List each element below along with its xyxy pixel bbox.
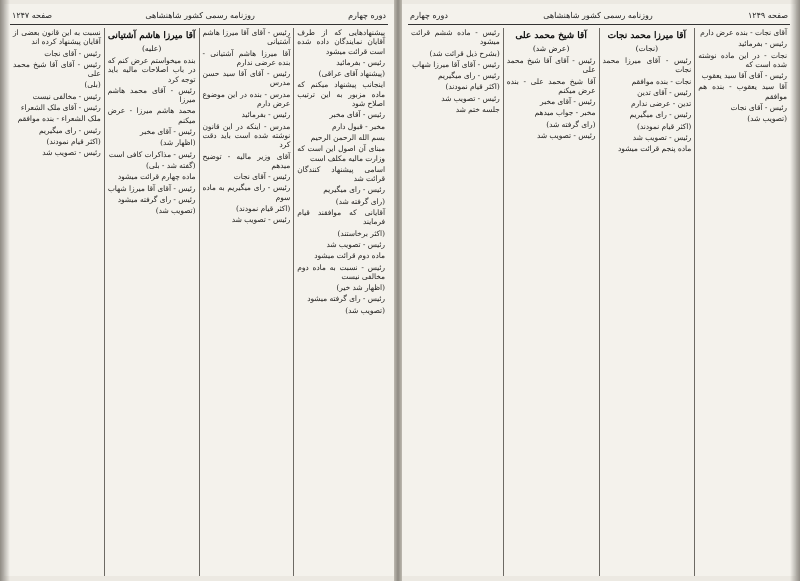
paragraph: رئیس - تصویب شد — [231, 215, 291, 225]
paragraph: (پیشنهاد آقای عراقی) — [318, 69, 385, 79]
paragraph: رئیس - ماده ششم قرائت میشود — [411, 28, 500, 47]
paragraph: رئیس - تصویب شد — [441, 93, 500, 103]
right-col-1 — [694, 28, 790, 576]
right-edge-shadow — [790, 0, 800, 581]
paragraph: ماده چهارم قرائت میشود — [117, 172, 196, 182]
paragraph: (اظهار شد) — [160, 138, 196, 148]
left-publication: روزنامه رسمی کشور شاهنشاهی — [145, 10, 255, 20]
paragraph: رئیس - بفرمائید — [336, 57, 385, 67]
paragraph: رئیس - آقای میرزا محمد نجات — [602, 56, 692, 75]
left-period: دوره چهارم — [348, 10, 386, 20]
paragraph: رئیس - رای میگیریم — [629, 110, 692, 120]
paragraph: (رای گرفته شد) — [335, 196, 385, 206]
left-page-header — [10, 8, 388, 25]
column-subheading: (علیه) — [141, 44, 162, 53]
paragraph: رئیس - نسبت به ماده دوم مخالفی نیست — [297, 262, 385, 281]
paragraph: رئیس - مخالفی نیست — [32, 91, 101, 101]
paragraph: آقای نجات - بنده عرض دارم — [700, 28, 787, 37]
paragraph: (تصویب شد) — [747, 114, 787, 124]
paragraph: رئیس - آقای مخبر — [329, 110, 385, 120]
left-page — [4, 4, 394, 576]
paragraph: رئیس - رای گرفته میشود — [307, 294, 385, 304]
paragraph: رئیس - آقای نجات — [730, 103, 787, 113]
paragraph: اینجانب پیشنهاد میکنم که ماده مزبور به این ترتیب اصلاح شود — [297, 80, 385, 109]
paragraph: رئیس - تصویب شد — [42, 148, 101, 158]
paragraph: رئیس - بفرمائید — [738, 39, 787, 49]
paragraph: رئیس - آقای آقا شیخ محمد علی — [506, 56, 596, 75]
paragraph: (بشرح ذیل قرائت شد) — [429, 48, 500, 58]
paragraph: نجات - در این ماده نوشته شده است که — [698, 50, 787, 69]
paragraph: اسامی پیشنهاد کنندگان قرائت شد — [297, 164, 385, 184]
paragraph: مدرس - بنده در این موضوع عرض دارم — [202, 89, 291, 109]
paragraph: (بلی) — [84, 80, 101, 90]
paragraph: (رای گرفته شد) — [546, 119, 596, 129]
left-page-number: صفحه ۱۲۴۷ — [12, 10, 53, 20]
paragraph: (اکثر قیام نمودند) — [636, 121, 692, 131]
paragraph: آقای وزیر مالیه - توضیح میدهم — [202, 151, 291, 170]
paragraph: رئیس - تصویب شد — [326, 239, 385, 249]
paragraph: (اکثر برخاستند) — [337, 228, 385, 238]
left-columns — [10, 28, 388, 576]
right-page-header — [408, 8, 790, 25]
paragraph: نجات - بنده موافقم — [631, 76, 692, 86]
paragraph: ماده پنجم قرائت میشود — [617, 144, 692, 154]
paragraph: رئیس - رای میگیریم — [437, 71, 500, 81]
column-heading: آقا میرزا هاشم آشتیانی — [107, 31, 196, 41]
paragraph: رئیس - مذاکرات کافی است — [108, 149, 196, 159]
paragraph: رئیس - آقای آقا شیخ محمد علی — [13, 59, 101, 79]
paragraph: (تصویب شد) — [155, 206, 196, 216]
paragraph: رئیس - رای میگیریم به ماده سوم — [202, 183, 291, 202]
right-col-4 — [408, 28, 503, 576]
paragraph: بنده میخواستم عرض کنم که در باب اصلاحات مالیه باید توجه کرد — [107, 56, 196, 84]
paragraph: آقایانی که موافقند قیام فرمایند — [297, 208, 385, 227]
column-heading: آقا میرزا محمد نجات — [607, 31, 687, 41]
paragraph: مخبر - جواب میدهم — [534, 108, 596, 118]
paragraph: رئیس - آقای مخبر — [540, 97, 596, 107]
paragraph: رئیس - آقای آقا میرزا شهاب — [412, 59, 500, 69]
paragraph: رئیس - آقای آقا سید حسن مدرس — [202, 69, 291, 88]
paragraph: رئیس - آقای آقا سید یعقوب — [701, 71, 787, 81]
right-publication: روزنامه رسمی کشور شاهنشاهی — [543, 10, 653, 20]
paragraph: رئیس - رای میگیریم — [323, 185, 385, 195]
paragraph: رئیس - آقای نجات — [233, 172, 291, 182]
paragraph: رئیس - آقای مخبر — [140, 127, 196, 137]
paragraph: جلسه ختم شد — [455, 105, 500, 115]
right-page — [402, 4, 796, 576]
paragraph: ملک الشعراء - بنده موافقم — [17, 114, 101, 124]
paragraph: رئیس - رای میگیریم — [38, 125, 101, 135]
right-col-3 — [503, 28, 599, 576]
paragraph: (گفته شد - بلی) — [146, 160, 196, 170]
paragraph: محمد هاشم میرزا - عرض میکنم — [107, 106, 196, 125]
paragraph: (تصویب شد) — [345, 305, 385, 315]
paragraph: بسم الله الرحمن الرحیم — [310, 132, 385, 142]
paragraph: رئیس - بفرمائید — [241, 110, 291, 120]
paragraph: رئیس - تصویب شد — [537, 131, 596, 141]
left-col-1 — [293, 28, 388, 576]
left-col-4 — [10, 28, 104, 576]
paragraph: رئیس - آقای محمد هاشم میرزا — [107, 85, 196, 105]
paragraph: آقا سید یعقوب - بنده هم موافقم — [698, 82, 787, 101]
right-col-2 — [599, 28, 695, 576]
paragraph: رئیس - تصویب شد — [632, 133, 692, 143]
paragraph: رئیس - آقای آقا میرزا هاشم آشتیانی — [202, 28, 291, 47]
paragraph: (اکثر قیام نمودند) — [235, 204, 291, 214]
column-heading: آقا شیخ محمد علی — [515, 31, 587, 41]
left-col-3 — [104, 28, 199, 576]
left-edge-shadow — [0, 0, 10, 581]
column-subheading: (عرض شد) — [532, 44, 570, 53]
paragraph: مدرس - اینکه در این قانون نوشته شده است باید دقت کرد — [202, 121, 291, 150]
right-columns — [408, 28, 790, 576]
paragraph: مبنای آن اصول این است که وزارت مالیه مکلف است — [297, 144, 385, 163]
paragraph: (اکثر قیام نمودند) — [46, 136, 101, 146]
left-col-2 — [199, 28, 294, 576]
paragraph: آقا میرزا هاشم آشتیانی - بنده عرضی ندارم — [202, 48, 291, 67]
paragraph: رئیس - آقای نجات — [44, 48, 101, 58]
paragraph: آقا شیخ محمد علی - بنده عرض میکنم — [506, 76, 596, 95]
paragraph: ماده دوم قرائت میشود — [314, 251, 385, 261]
paragraph: رئیس - آقای ملک الشعراء — [20, 103, 101, 113]
paragraph: پیشنهادهایی که از طرف آقایان نمایندگان داده شده است قرائت میشود — [297, 28, 385, 56]
paragraph: رئیس - رای گرفته میشود — [117, 194, 196, 204]
paragraph: (اظهار شد خیر) — [336, 283, 385, 293]
right-page-number: صفحه ۱۲۴۹ — [747, 10, 788, 20]
paragraph: نسبت به این قانون بعضی از آقایان پیشنهاد کرده اند — [13, 28, 101, 47]
paragraph: رئیس - آقای تدین — [637, 87, 692, 97]
paragraph: مخبر - قبول دارم — [331, 121, 385, 131]
column-subheading: (نجات) — [635, 44, 659, 53]
right-period: دوره چهارم — [410, 10, 448, 20]
paragraph: (اکثر قیام نمودند) — [445, 82, 500, 92]
paragraph: رئیس - آقای آقا میرزا شهاب — [107, 183, 196, 193]
paragraph: تدین - عرضی ندارم — [631, 99, 692, 109]
binding-gutter — [394, 0, 402, 581]
